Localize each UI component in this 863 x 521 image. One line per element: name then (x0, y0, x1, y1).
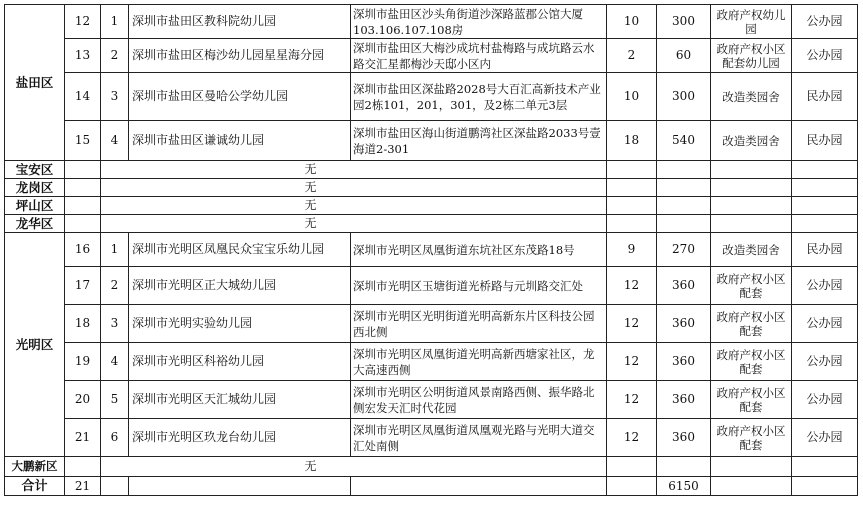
nature: 公办园 (792, 381, 858, 419)
row-number: 16 (65, 233, 101, 267)
property-type: 政府产权小区配套 (711, 381, 792, 419)
property-type: 改造类园舍 (711, 121, 792, 161)
district-cell: 宝安区 (5, 161, 65, 179)
table-row (5, 267, 858, 305)
address: 深圳市光明区凤凰街道东坑社区东茂路18号 (351, 233, 607, 267)
address: 深圳市光明区凤凰街道光明高新西塘家社区，龙大高速西侧 (351, 343, 607, 381)
row-number: 18 (65, 305, 101, 343)
table-row (5, 215, 858, 233)
table-row (5, 121, 858, 161)
property-type: 政府产权小区配套 (711, 419, 792, 457)
classes: 12 (607, 419, 657, 457)
places: 540 (657, 121, 711, 161)
row-number: 15 (65, 121, 101, 161)
table-row (5, 419, 858, 457)
kindergarten-name: 深圳市光明区玖龙台幼儿园 (129, 419, 351, 457)
district-cell: 光明区 (5, 233, 65, 457)
row-number: 19 (65, 343, 101, 381)
none-cell: 无 (101, 179, 607, 197)
places: 270 (657, 233, 711, 267)
sub-number: 2 (101, 39, 129, 73)
property-type: 政府产权小区配套 (711, 305, 792, 343)
property-type: 政府产权幼儿园 (711, 5, 792, 39)
row-number: 17 (65, 267, 101, 305)
district-cell: 盐田区 (5, 5, 65, 161)
total-row (5, 477, 858, 496)
row-number: 20 (65, 381, 101, 419)
sub-number: 1 (101, 233, 129, 267)
kindergarten-name: 深圳市光明实验幼儿园 (129, 305, 351, 343)
kindergarten-name: 深圳市光明区正大城幼儿园 (129, 267, 351, 305)
nature: 民办园 (792, 233, 858, 267)
row-number: 21 (65, 419, 101, 457)
address: 深圳市盐田区大梅沙成坑村盐梅路与成坑路云水路交汇星都梅沙天邸小区内 (351, 39, 607, 73)
none-cell: 无 (101, 197, 607, 215)
nature: 民办园 (792, 73, 858, 121)
classes: 2 (607, 39, 657, 73)
table-row (5, 343, 858, 381)
table-row (5, 179, 858, 197)
nature: 民办园 (792, 121, 858, 161)
table-row (5, 305, 858, 343)
none-cell: 无 (101, 215, 607, 233)
nature: 公办园 (792, 343, 858, 381)
table-row (5, 233, 858, 267)
nature: 公办园 (792, 419, 858, 457)
table-row (5, 197, 858, 215)
address: 深圳市盐田区沙头角街道沙深路蓝郡公馆大厦103.106.107.108房 (351, 5, 607, 39)
places: 360 (657, 419, 711, 457)
sub-number: 2 (101, 267, 129, 305)
table-row (5, 39, 858, 73)
sub-number: 1 (101, 5, 129, 39)
district-cell: 龙华区 (5, 215, 65, 233)
places: 60 (657, 39, 711, 73)
sub-number: 3 (101, 305, 129, 343)
places: 300 (657, 5, 711, 39)
sub-number: 5 (101, 381, 129, 419)
row-number: 12 (65, 5, 101, 39)
row-number: 14 (65, 73, 101, 121)
sub-number: 3 (101, 73, 129, 121)
table-row (5, 457, 858, 477)
total-places: 6150 (657, 477, 711, 496)
classes: 10 (607, 5, 657, 39)
nature: 公办园 (792, 267, 858, 305)
none-cell: 无 (101, 457, 607, 477)
kindergarten-name: 深圳市盐田区曼哈公学幼儿园 (129, 73, 351, 121)
address: 深圳市光明区公明街道风景南路西侧、振华路北侧宏发天汇时代花园 (351, 381, 607, 419)
table-row (5, 381, 858, 419)
property-type: 政府产权小区配套 (711, 267, 792, 305)
places: 360 (657, 381, 711, 419)
kindergarten-name: 深圳市光明区凤凰民众宝宝乐幼儿园 (129, 233, 351, 267)
property-type: 改造类园舍 (711, 233, 792, 267)
classes: 12 (607, 267, 657, 305)
places: 360 (657, 267, 711, 305)
table-row (5, 5, 858, 39)
property-type: 政府产权小区配套幼儿园 (711, 39, 792, 73)
places: 300 (657, 73, 711, 121)
kindergarten-name: 深圳市光明区天汇城幼儿园 (129, 381, 351, 419)
address: 深圳市盐田区海山街道鹏湾社区深盐路2033号壹海道2-301 (351, 121, 607, 161)
kindergarten-name: 深圳市盐田区教科院幼儿园 (129, 5, 351, 39)
kindergarten-name: 深圳市盐田区梅沙幼儿园星星海分园 (129, 39, 351, 73)
district-cell: 大鹏新区 (5, 457, 65, 477)
classes: 12 (607, 381, 657, 419)
kindergarten-name: 深圳市光明区科裕幼儿园 (129, 343, 351, 381)
sub-number: 4 (101, 343, 129, 381)
district-cell: 龙岗区 (5, 179, 65, 197)
property-type: 政府产权小区配套 (711, 343, 792, 381)
kindergarten-table (4, 4, 858, 496)
sub-number: 6 (101, 419, 129, 457)
none-cell: 无 (101, 161, 607, 179)
classes: 10 (607, 73, 657, 121)
nature: 公办园 (792, 5, 858, 39)
nature: 公办园 (792, 305, 858, 343)
property-type: 改造类园舍 (711, 73, 792, 121)
address: 深圳市盐田区深盐路2028号大百汇高新技术产业园2栋101，201，301，及2栋二单元3层 (351, 73, 607, 121)
address: 深圳市光明区凤凰街道凤凰观光路与光明大道交汇处南侧 (351, 419, 607, 457)
row-number: 13 (65, 39, 101, 73)
district-cell: 坪山区 (5, 197, 65, 215)
kindergarten-name: 深圳市盐田区谦诚幼儿园 (129, 121, 351, 161)
sub-number: 4 (101, 121, 129, 161)
address: 深圳市光明区玉塘街道光桥路与元圳路交汇处 (351, 267, 607, 305)
total-count: 21 (65, 477, 101, 496)
places: 360 (657, 305, 711, 343)
places: 360 (657, 343, 711, 381)
classes: 18 (607, 121, 657, 161)
nature: 公办园 (792, 39, 858, 73)
classes: 9 (607, 233, 657, 267)
classes: 12 (607, 343, 657, 381)
total-label: 合计 (5, 477, 65, 496)
table-row (5, 73, 858, 121)
table-row (5, 161, 858, 179)
classes: 12 (607, 305, 657, 343)
address: 深圳市光明区光明街道光明高新东片区科技公园西北侧 (351, 305, 607, 343)
